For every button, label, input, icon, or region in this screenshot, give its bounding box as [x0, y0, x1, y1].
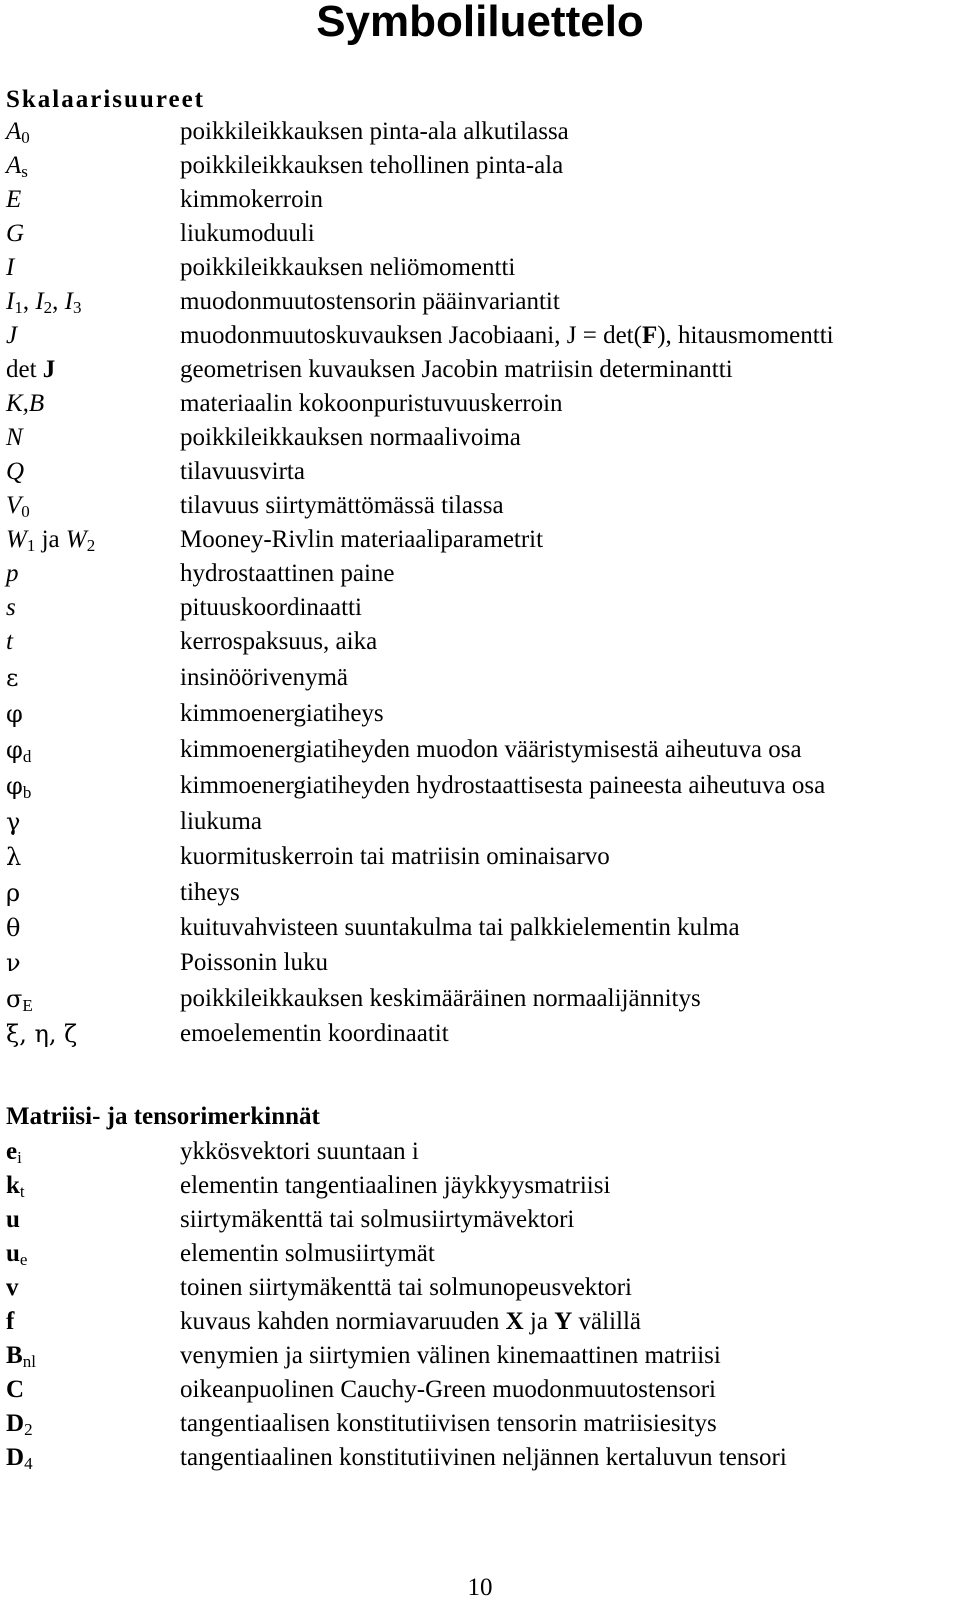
list-item	[0, 1203, 960, 1237]
list-item	[0, 1169, 960, 1203]
description: poikkileikkauksen pinta-ala alkutilassa	[180, 118, 569, 145]
symbol: ε	[6, 664, 19, 692]
symbol: I	[6, 254, 15, 281]
section-heading-scalars: Skalaarisuureet	[6, 86, 205, 113]
symbol: u	[6, 1206, 20, 1233]
symbol: $A_s$	[6, 152, 28, 181]
list-item	[0, 697, 960, 731]
list-item	[0, 911, 960, 945]
list-item	[0, 557, 960, 591]
symbol: ξ, η, ζ	[6, 1020, 78, 1048]
description: elementin tangentiaalinen jäykkyysmatriisi	[180, 1172, 611, 1199]
description: Mooney-Rivlin materiaaliparametrit	[180, 526, 544, 553]
description: insinöörivenymä	[180, 664, 349, 691]
symbol: $W_1$ ja $W_2$	[6, 526, 96, 555]
description: ykkösvektori suuntaan i	[180, 1138, 419, 1165]
list-item	[0, 769, 960, 803]
symbol: N	[6, 424, 23, 451]
description: toinen siirtymäkenttä tai solmunopeusvektori	[180, 1274, 633, 1301]
symbol: $\sigma_E$	[6, 985, 33, 1015]
page-number: 10	[467, 1574, 493, 1601]
description: kimmoenergiatiheyden muodon vääristymisestä aiheutuva osa	[180, 736, 802, 763]
list-item	[0, 421, 960, 455]
list-item	[0, 115, 960, 149]
symbol: ρ	[6, 879, 21, 907]
description: geometrisen kuvauksen Jacobin matriisin determinantti	[180, 356, 733, 383]
list-item	[0, 1017, 960, 1051]
description: Poissonin luku	[180, 949, 328, 976]
list-item	[0, 982, 960, 1016]
list-item	[0, 1135, 960, 1169]
description: kuormituskerroin tai matriisin ominaisarvo	[180, 843, 610, 870]
description: emoelementin koordinaatit	[180, 1020, 449, 1047]
description: siirtymäkenttä tai solmusiirtymävektori	[180, 1206, 575, 1233]
description: pituuskoordinaatti	[180, 594, 362, 621]
symbol: $D_4$	[6, 1444, 33, 1473]
symbol: $k_t$	[6, 1172, 25, 1201]
list-item	[0, 876, 960, 910]
list-item	[0, 455, 960, 489]
description: materiaalin kokoonpuristuvuuskerroin	[180, 390, 563, 417]
symbol: t	[6, 628, 13, 655]
symbol: φ	[6, 700, 23, 728]
list-item	[0, 1339, 960, 1373]
list-item	[0, 1237, 960, 1271]
symbol: p	[6, 560, 19, 587]
description: tiheys	[180, 879, 240, 906]
symbol: Q	[6, 458, 25, 485]
symbol: $A_0$	[6, 118, 30, 147]
list-item	[0, 1441, 960, 1475]
list-item	[0, 1271, 960, 1305]
list-item	[0, 183, 960, 217]
list-item	[0, 523, 960, 557]
symbol: λ	[6, 843, 22, 871]
list-item	[0, 489, 960, 523]
description: tangentiaalinen konstitutiivinen neljännen kertaluvun tensori	[180, 1444, 787, 1471]
symbol: $\varphi_b$	[6, 772, 32, 802]
description: liukumoduuli	[180, 220, 315, 247]
description: poikkileikkauksen keskimääräinen normaalijännitys	[180, 985, 701, 1012]
list-item	[0, 733, 960, 767]
list-item	[0, 946, 960, 980]
symbol: G	[6, 220, 25, 247]
description: kimmoenergiatiheys	[180, 700, 384, 727]
symbol: s	[6, 594, 16, 621]
description: kimmokerroin	[180, 186, 324, 213]
list-item	[0, 661, 960, 695]
description: kimmoenergiatiheyden hydrostaattisesta paineesta aiheutuva osa	[180, 772, 826, 799]
list-item	[0, 285, 960, 319]
list-item	[0, 591, 960, 625]
symbol: $D_2$	[6, 1410, 33, 1439]
section-heading-matrices: Matriisi- ja tensorimerkinnät	[6, 1103, 320, 1130]
symbol: $I_1$, $I_2$, $I_3$	[6, 288, 82, 317]
symbol: $V_0$	[6, 492, 30, 521]
list-item	[0, 387, 960, 421]
symbol: J	[6, 322, 18, 349]
description: tilavuus siirtymättömässä tilassa	[180, 492, 504, 519]
description: tangentiaalisen konstitutiivisen tensorin matriisiesitys	[180, 1410, 717, 1437]
description: kuituvahvisteen suuntakulma tai palkkielementin kulma	[180, 914, 740, 941]
description: oikeanpuolinen Cauchy-Green muodonmuutostensori	[180, 1376, 716, 1403]
description: poikkileikkauksen tehollinen pinta-ala	[180, 152, 564, 179]
description: muodonmuutostensorin pääinvariantit	[180, 288, 560, 315]
symbol: f	[6, 1308, 15, 1335]
description: poikkileikkauksen neliömomentti	[180, 254, 516, 281]
symbol: v	[6, 1274, 19, 1301]
list-item	[0, 353, 960, 387]
list-item	[0, 625, 960, 659]
description: hydrostaattinen paine	[180, 560, 395, 587]
description: kerrospaksuus, aika	[180, 628, 378, 655]
list-item	[0, 217, 960, 251]
list-item	[0, 1373, 960, 1407]
symbol: E	[6, 186, 22, 213]
symbol: ν	[6, 949, 21, 977]
symbol: θ	[6, 914, 21, 942]
description: venymien ja siirtymien välinen kinemaattinen matriisi	[180, 1342, 721, 1369]
description: tilavuusvirta	[180, 458, 305, 485]
symbol: K,B	[6, 390, 45, 417]
symbol: $e_i$	[6, 1138, 22, 1167]
symbol: det J	[6, 356, 56, 383]
symbol: $\varphi_d$	[6, 736, 32, 766]
list-item	[0, 805, 960, 839]
list-item	[0, 1305, 960, 1339]
description: liukuma	[180, 808, 262, 835]
symbol: $B_{nl}$	[6, 1342, 36, 1371]
list-item	[0, 149, 960, 183]
symbol: C	[6, 1376, 25, 1403]
description: kuvaus kahden normiavaruuden X ja Y välillä	[180, 1308, 642, 1335]
page-title: Symboliluettelo	[316, 0, 644, 46]
list-item	[0, 1407, 960, 1441]
list-item	[0, 319, 960, 353]
list-item	[0, 840, 960, 874]
symbol: $u_e$	[6, 1240, 28, 1269]
list-item	[0, 251, 960, 285]
description: elementin solmusiirtymät	[180, 1240, 435, 1267]
description: muodonmuutoskuvauksen Jacobiaani, J = det(F), hitausmomentti	[180, 322, 834, 349]
description: poikkileikkauksen normaalivoima	[180, 424, 521, 451]
symbol: γ	[6, 808, 21, 836]
